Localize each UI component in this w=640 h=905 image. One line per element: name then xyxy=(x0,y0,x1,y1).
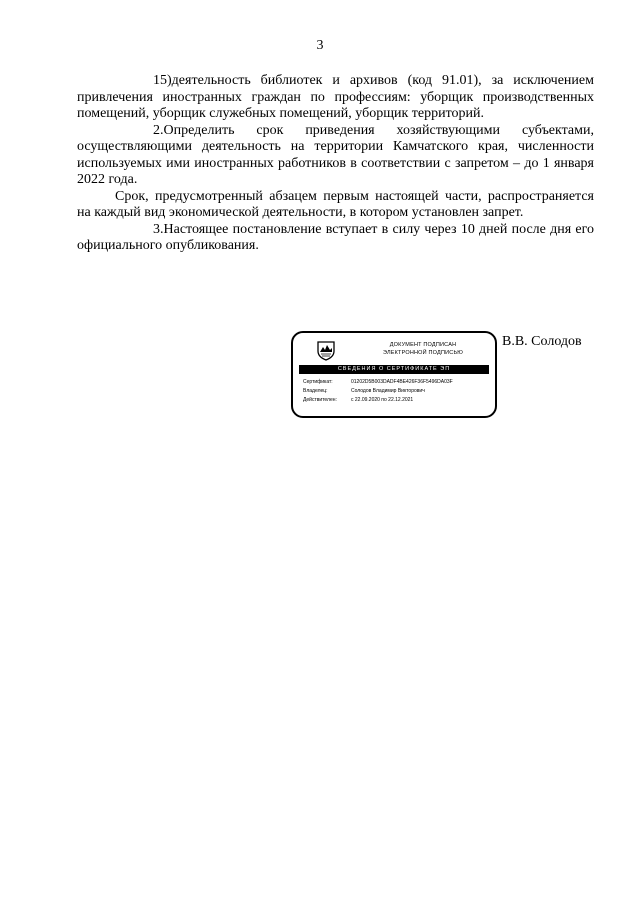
certificate-info-bar: СВЕДЕНИЯ О СЕРТИФИКАТЕ ЭП xyxy=(299,365,489,374)
paragraph-text: Определить срок приведения хозяйствующими субъектами, осуществляющими деятельность на территории Камчатского края, численности используемых ими иностранных работников в соответствии с запретом – до 1 января 2022 года. xyxy=(77,122,594,187)
paragraph-2 xyxy=(77,123,594,189)
paragraph-3 xyxy=(77,222,594,255)
certificate-row xyxy=(303,378,489,387)
document-body xyxy=(77,73,594,255)
validity-row xyxy=(303,396,489,405)
certificate-label: Сертификат: xyxy=(303,379,333,385)
paragraph-text: Настоящее постановление вступает в силу через 10 дней после дня его официального опубликования. xyxy=(77,221,594,253)
stamp-title xyxy=(363,341,483,357)
owner-value: Солодов Владимир Викторович xyxy=(351,388,425,394)
validity-value: с 22.09.2020 по 22.12.2021 xyxy=(351,397,414,403)
paragraph-number: 15) xyxy=(153,73,172,88)
paragraph-number: 3. xyxy=(153,221,164,237)
validity-label: Действителен: xyxy=(303,397,337,403)
paragraph-text: деятельность библиотек и архивов (код 91.01), за исключением привлечения иностранных граждан по профессиям: уборщик производственных помещений, уборщик служебных помещений, уборщик территорий. xyxy=(77,73,594,121)
owner-row xyxy=(303,387,489,396)
paragraph-text: Срок, предусмотренный абзацем первым настоящей части, распространяется на каждый вид экономической деятельности, в котором установлен запрет. xyxy=(77,188,594,220)
page-number: 3 xyxy=(316,38,324,53)
owner-label: Владелец: xyxy=(303,388,328,394)
paragraph-15 xyxy=(77,73,594,123)
paragraph-number: 2. xyxy=(153,122,164,138)
signer-name: В.В. Солодов xyxy=(502,334,582,349)
stamp-title-line: ДОКУМЕНТ ПОДПИСАН xyxy=(389,342,457,348)
paragraph-term xyxy=(77,189,594,222)
stamp-title-line: ЭЛЕКТРОННОЙ ПОДПИСЬЮ xyxy=(382,350,464,356)
electronic-signature-stamp xyxy=(291,331,497,418)
certificate-value: 01202D5B003DADF4BE426F36F5496DA03F xyxy=(351,379,453,385)
certificate-details xyxy=(303,378,489,405)
coat-of-arms-icon xyxy=(315,339,337,361)
